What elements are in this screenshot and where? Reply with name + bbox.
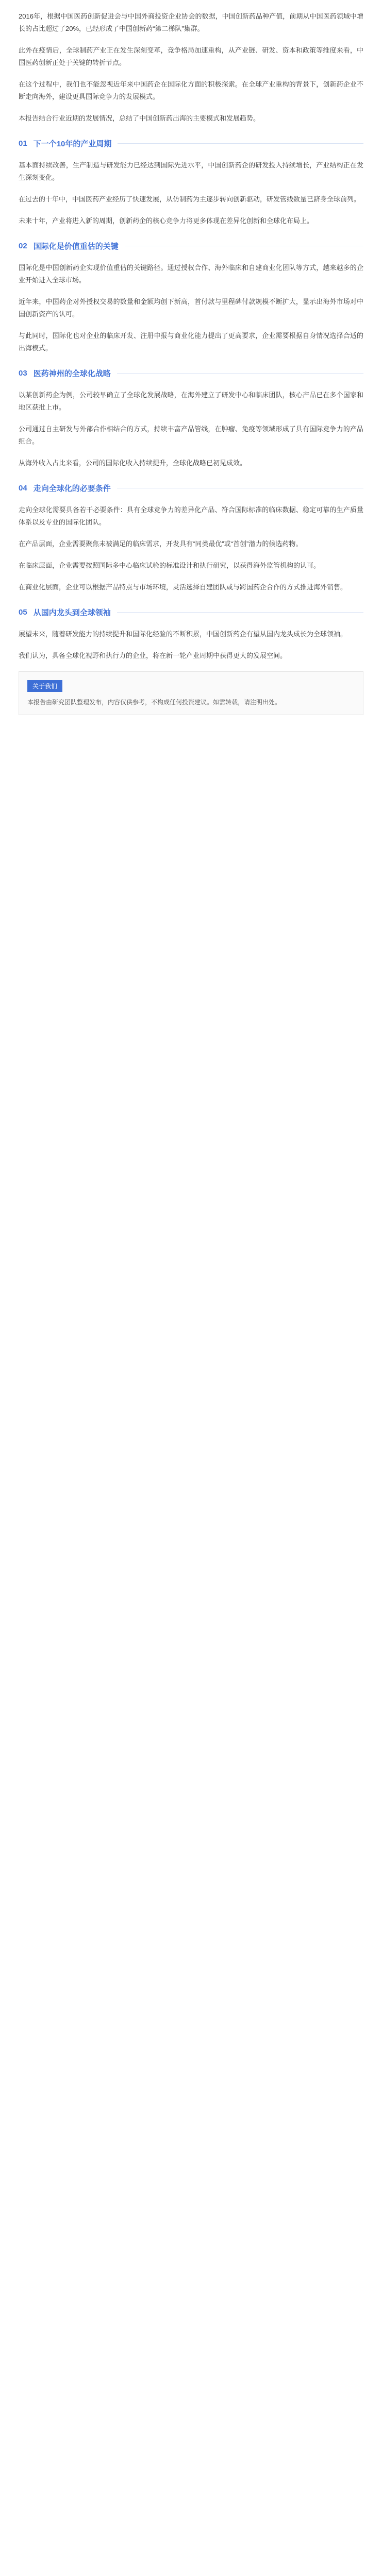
section-heading bbox=[19, 241, 363, 251]
about-box bbox=[19, 671, 363, 715]
section-heading bbox=[19, 483, 363, 494]
section-paragraph: 走向全球化需要具备若干必要条件：具有全球竞争力的差异化产品、符合国际标准的临床数据、稳定可靠的生产质量体系以及专业的国际化团队。 bbox=[19, 506, 363, 526]
section-paragraph: 展望未来，随着研发能力的持续提升和国际化经验的不断积累，中国创新药企有望从国内龙头成长为全球领袖。 bbox=[19, 630, 347, 638]
section-paragraph: 从海外收入占比来看，公司的国际化收入持续提升，全球化战略已初见成效。 bbox=[19, 459, 247, 467]
section-title: 走向全球化的必要条件 bbox=[33, 484, 111, 493]
about-text: 本报告由研究团队整理发布，内容仅供参考，不构成任何投资建议。如需转载，请注明出处。 bbox=[27, 699, 281, 706]
section-paragraph: 与此同时，国际化也对企业的临床开发、注册申报与商业化能力提出了更高要求，企业需要根据自身情况选择合适的出海模式。 bbox=[19, 332, 363, 352]
section-title: 下一个10年的产业周期 bbox=[33, 140, 112, 148]
section-divider bbox=[117, 373, 363, 374]
section-paragraph: 近年来，中国药企对外授权交易的数量和金额均创下新高，首付款与里程碑付款规模不断扩大，显示出海外市场对中国创新资产的认可。 bbox=[19, 298, 363, 318]
intro-block bbox=[19, 10, 363, 125]
section-paragraph: 基本面持续改善，生产制造与研发能力已经达到国际先进水平，中国创新药企的研发投入持续增长，产业结构正在发生深刻变化。 bbox=[19, 161, 363, 181]
section-title: 国际化是价值重估的关键 bbox=[33, 242, 119, 251]
section-title: 医药神州的全球化战略 bbox=[33, 369, 111, 378]
section-paragraph: 我们认为，具备全球化视野和执行力的企业，将在新一轮产业周期中获得更大的发展空间。 bbox=[19, 652, 287, 659]
intro-paragraph: 本报告结合行业近期的发展情况，总结了中国创新药出海的主要模式和发展趋势。 bbox=[19, 114, 260, 122]
section-number: 03 bbox=[19, 369, 27, 378]
section-divider bbox=[117, 612, 363, 613]
about-tag: 关于我们 bbox=[27, 680, 62, 692]
section-heading bbox=[19, 138, 363, 149]
intro-paragraph: 2016年，根据中国医药创新促进会与中国外商投资企业协会的数据，中国创新药品种产值，前期从中国医药领域中增长的占比超过了20%，已经形成了中国创新药“第二梯队”集群。 bbox=[19, 12, 363, 32]
section-divider bbox=[118, 143, 363, 144]
section-number: 01 bbox=[19, 139, 27, 148]
section-heading bbox=[19, 368, 363, 379]
section-paragraph: 在过去的十年中，中国医药产业经历了快速发展，从仿制药为主逐步转向创新驱动，研发管线数量已跻身全球前列。 bbox=[19, 195, 361, 203]
intro-paragraph: 在这个过程中，我们也不能忽视近年来中国药企在国际化方面的积极探索。在全球产业重构的背景下，创新药企业不断走向海外，建设更具国际竞争力的发展模式。 bbox=[19, 80, 363, 100]
section-number: 05 bbox=[19, 608, 27, 617]
section-paragraph: 未来十年，产业将进入新的周期，创新药企的核心竞争力将更多体现在差异化创新和全球化布局上。 bbox=[19, 217, 314, 225]
section-number: 04 bbox=[19, 484, 27, 493]
section-number: 02 bbox=[19, 242, 27, 250]
section-paragraph: 以某创新药企为例，公司较早确立了全球化发展战略，在海外建立了研发中心和临床团队，核心产品已在多个国家和地区获批上市。 bbox=[19, 391, 363, 411]
section-heading bbox=[19, 607, 363, 618]
section-paragraph: 在商业化层面，企业可以根据产品特点与市场环境，灵活选择自建团队或与跨国药企合作的方式推进海外销售。 bbox=[19, 583, 347, 591]
intro-paragraph: 此外在疫情后，全球制药产业正在发生深刻变革，竞争格局加速重构，从产业链、研发、资本和政策等维度来看，中国医药创新正处于关键的转折节点。 bbox=[19, 46, 363, 66]
section-paragraph: 国际化是中国创新药企实现价值重估的关键路径。通过授权合作、海外临床和自建商业化团队等方式，越来越多的企业开始进入全球市场。 bbox=[19, 264, 363, 284]
section-paragraph: 在临床层面，企业需要按照国际多中心临床试验的标准设计和执行研究，以获得海外监管机构的认可。 bbox=[19, 562, 321, 569]
section-paragraph: 公司通过自主研发与外部合作相结合的方式，持续丰富产品管线，在肿瘤、免疫等领域形成了具有国际竞争力的产品组合。 bbox=[19, 425, 363, 445]
section-title: 从国内龙头到全球领袖 bbox=[33, 608, 111, 617]
section-paragraph: 在产品层面，企业需要聚焦未被满足的临床需求，开发具有“同类最优”或“首创”潜力的候选药物。 bbox=[19, 540, 303, 548]
sections-block bbox=[19, 138, 363, 662]
